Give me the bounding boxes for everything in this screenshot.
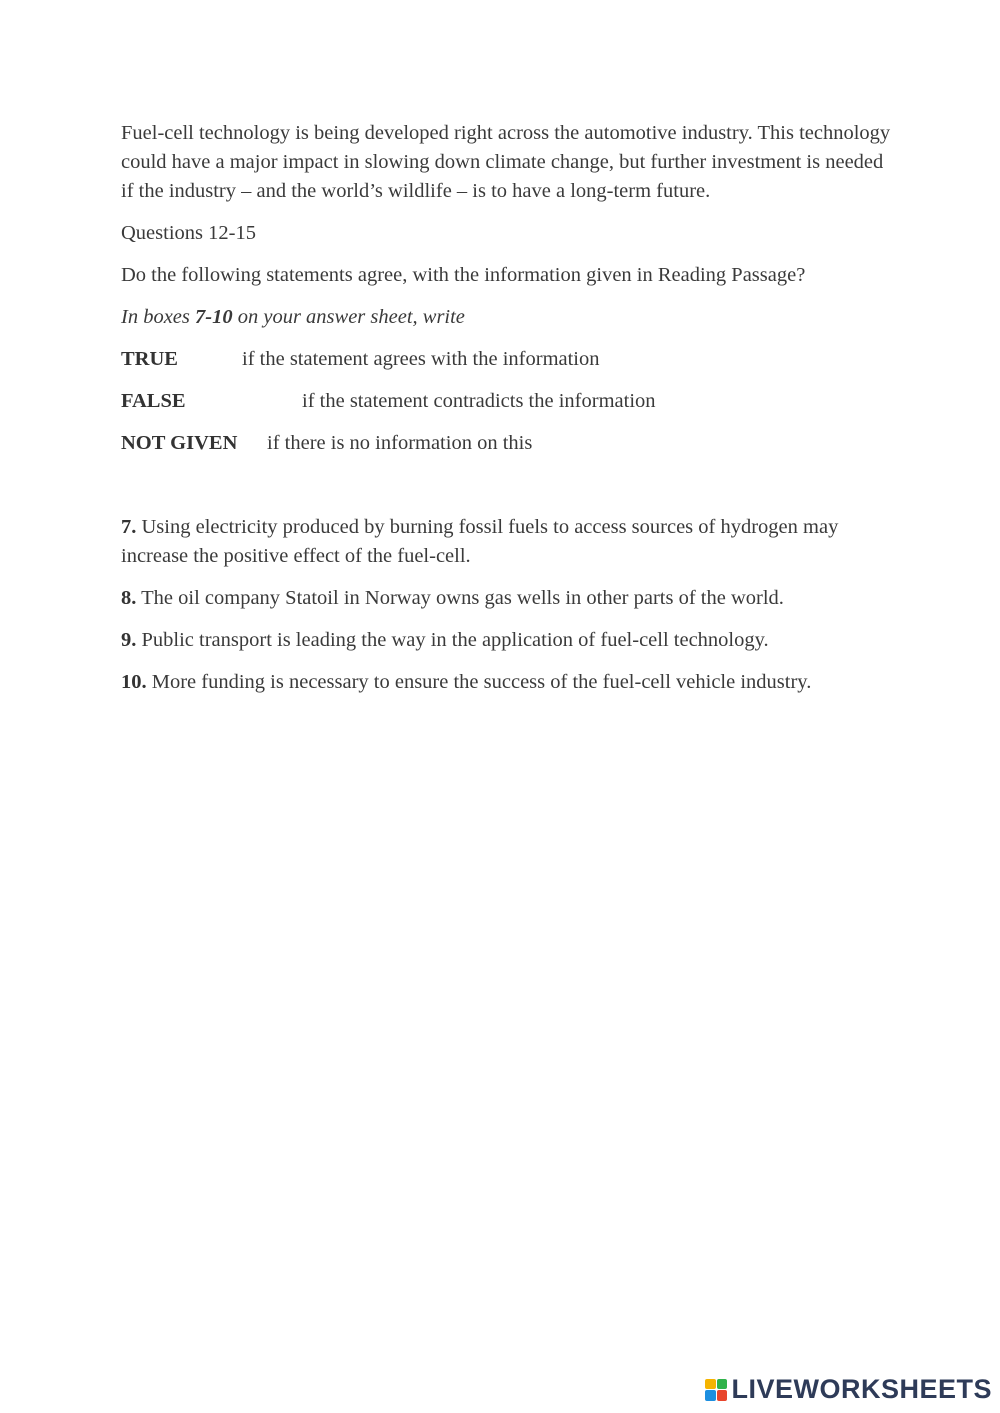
logo-square (705, 1379, 716, 1390)
statement-text: More funding is necessary to ensure the success of the fuel-cell vehicle industry. (151, 671, 812, 693)
statement-7 (121, 513, 891, 571)
legend-description: if there is no information on this (267, 432, 533, 454)
logo-square (717, 1390, 728, 1401)
statement-number: 10. (121, 671, 147, 693)
statement-10 (121, 668, 891, 697)
boxes-note-range: 7-10 (195, 306, 233, 328)
legend-description: if the statement agrees with the information (242, 348, 600, 370)
brand-name: LIVEWORKSHEETS (731, 1374, 992, 1404)
liveworksheets-watermark (705, 1374, 992, 1405)
legend-row-not-given (121, 429, 891, 458)
statement-number: 8. (121, 587, 137, 609)
legend-row-true (121, 345, 891, 374)
statement-number: 7. (121, 516, 137, 538)
logo-square (717, 1379, 728, 1390)
legend-key: NOT GIVEN (121, 432, 238, 454)
answer-boxes-note (121, 303, 891, 332)
legend-key: FALSE (121, 390, 186, 412)
statement-list (121, 513, 891, 697)
worksheet-page (121, 119, 891, 697)
liveworksheets-logo-icon (705, 1379, 727, 1401)
logo-square (705, 1390, 716, 1401)
statement-text: The oil company Statoil in Norway owns gas wells in other parts of the world. (141, 587, 784, 609)
boxes-note-prefix: In boxes (121, 306, 196, 328)
legend-description: if the statement contradicts the information (302, 390, 656, 412)
boxes-note-suffix: on your answer sheet, write (232, 306, 465, 328)
statement-8 (121, 584, 891, 613)
legend-key: TRUE (121, 348, 178, 370)
questions-heading: Questions 12-15 (121, 222, 256, 244)
statement-text: Using electricity produced by burning fossil fuels to access sources of hydrogen may increase the positive effect of the fuel-cell. (121, 516, 839, 567)
statement-number: 9. (121, 629, 137, 651)
statement-9 (121, 626, 891, 655)
instruction-text: Do the following statements agree, with the information given in Reading Passage? (121, 264, 806, 286)
statement-text: Public transport is leading the way in the application of fuel-cell technology. (141, 629, 769, 651)
intro-paragraph: Fuel-cell technology is being developed right across the automotive industry. This technology could have a major impact in slowing down climate change, but further investment is needed if the industry – and the world’s wildlife – is to have a long-term future. (121, 122, 891, 202)
legend-row-false (121, 387, 891, 416)
